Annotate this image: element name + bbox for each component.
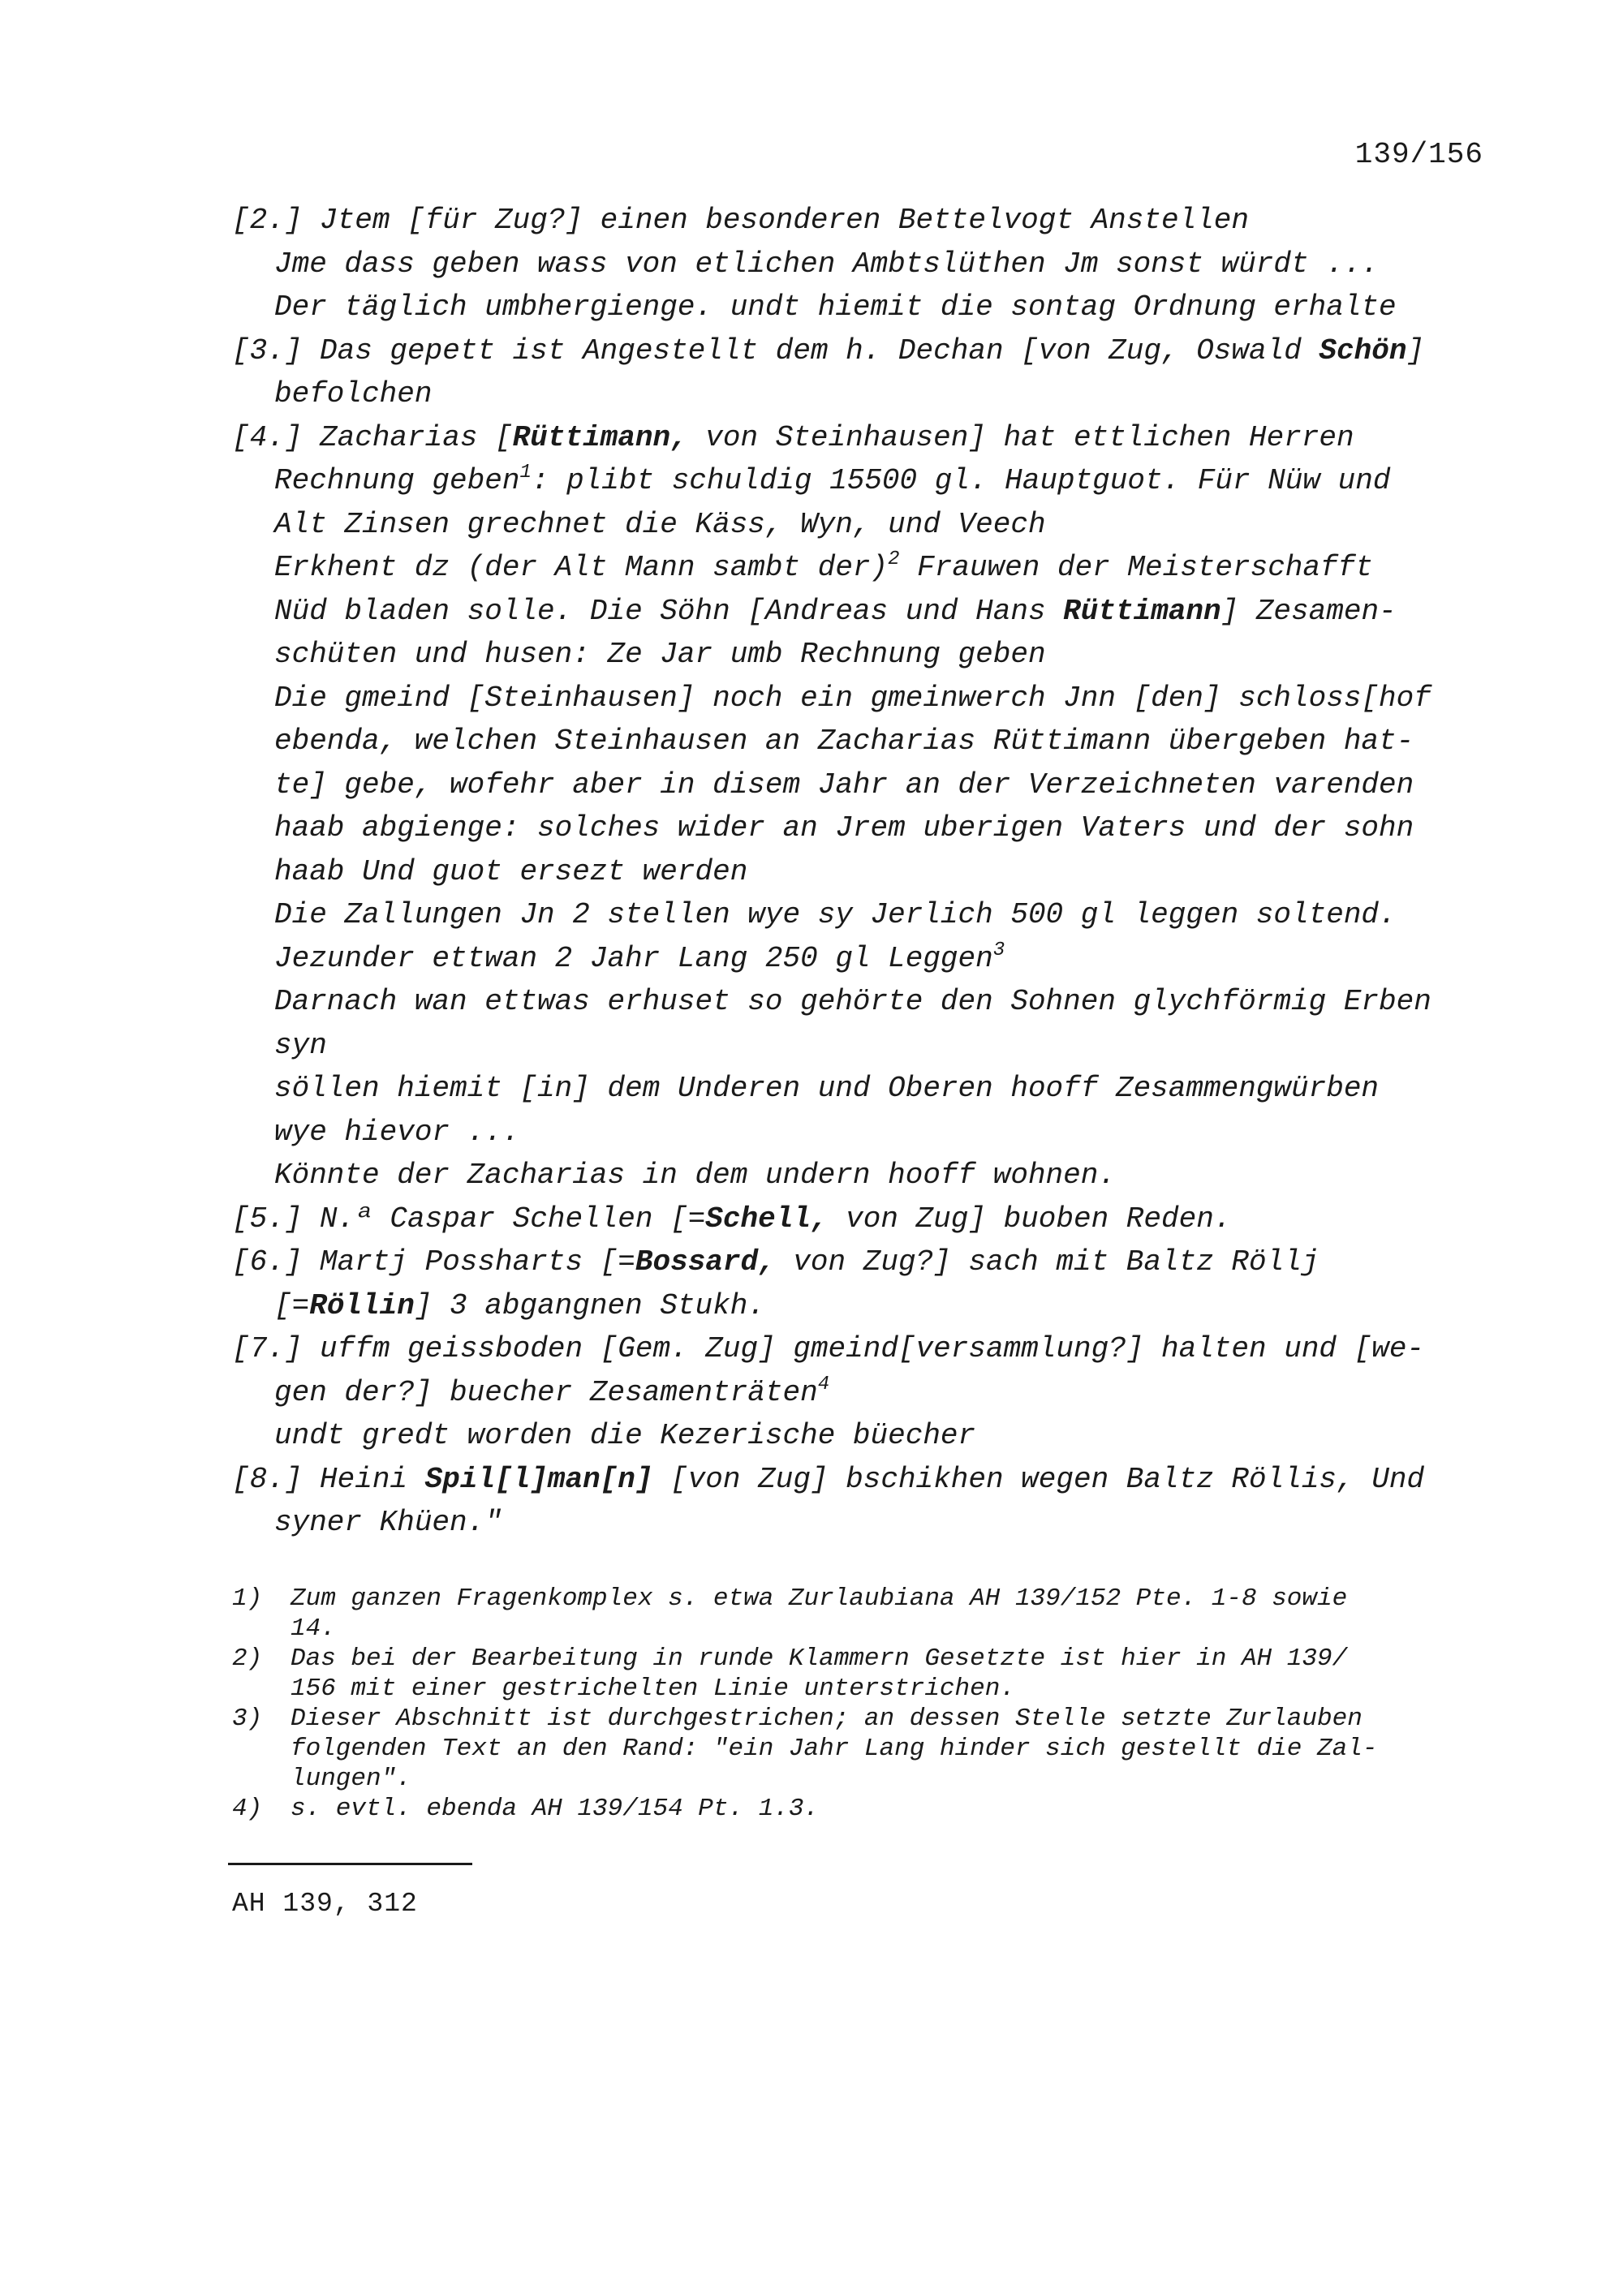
footnote-text	[291, 1644, 1498, 1704]
text-run: ] 3 abgangnen Stukh.	[414, 1288, 765, 1322]
text-line: ebenda, welchen Steinhausen an Zacharias Rüttimann übergeben hat-	[274, 724, 1414, 758]
text-run: [von Zug] bschikhen wegen Baltz Röllis, Und	[652, 1462, 1425, 1496]
text-line	[232, 1240, 1498, 1284]
footnote-ref: 4	[817, 1373, 830, 1395]
text-run: Rechnung geben	[274, 464, 520, 497]
text-line: söllen hiemit [in] dem Underen und Oberen hooff Zesammengwürben	[274, 1072, 1380, 1105]
text-line	[232, 1371, 1498, 1415]
footnote	[232, 1644, 1498, 1704]
bold-name: Rüttimann	[1063, 594, 1221, 628]
footnote-line: 156 mit einer gestrichelten Linie unterstrichen.	[291, 1675, 1015, 1703]
text-run: [3.] Das gepett ist Angestellt dem h. Dechan [von Zug, Oswald	[232, 333, 1319, 368]
text-line: te] gebe, wofehr aber in disem Jahr an der Verzeichneten varenden	[274, 767, 1414, 802]
footnote-line: Das bei der Bearbeitung in runde Klammern Gesetzte ist hier in AH 139/	[291, 1645, 1348, 1673]
text-line: Der täglich umbhergienge. undt hiemit die sontag Ordnung erhalte	[274, 290, 1397, 324]
text-line: Alt Zinsen grechnet die Käss, Wyn, und Veech	[274, 507, 1046, 541]
transcription-body	[232, 199, 1498, 1545]
text-line: haab abgienge: solches wider an Jrem uberigen Vaters und der sohn	[274, 811, 1414, 845]
text-line: [7.] uffm geissboden [Gem. Zug] gmeind[versammlung?] halten und [we-	[232, 1332, 1425, 1365]
footnote-line: Dieser Abschnitt ist durchgestrichen; an dessen Stelle setzte Zurlauben	[291, 1705, 1363, 1733]
text-line	[232, 1197, 1498, 1241]
footnote-separator-rule	[228, 1863, 472, 1865]
footnote-line: 14.	[291, 1615, 336, 1643]
bold-name: Schell,	[705, 1202, 829, 1236]
footnote-number: 2)	[232, 1645, 263, 1673]
bold-name: Rüttimann,	[512, 420, 688, 454]
text-line: syn	[274, 1028, 327, 1062]
text-line: [2.] Jtem [für Zug?] einen besonderen Bettelvogt Anstellen	[232, 204, 1250, 237]
text-run: ]	[1406, 333, 1425, 368]
text-run: Jezunder ettwan 2 Jahr Lang 250 gl Leggen	[274, 941, 993, 975]
footnote-ref: 1	[519, 462, 532, 484]
text-run: von Zug] buoben Reden.	[828, 1202, 1232, 1236]
source-reference: AH 139, 312	[232, 1889, 418, 1919]
page-number: 139/156	[1354, 138, 1483, 171]
footnote-line: folgenden Text an den Rand: "ein Jahr Lang hinder sich gestellt die Zal-	[291, 1735, 1378, 1763]
text-line	[232, 1284, 1498, 1328]
footnote	[232, 1794, 1498, 1824]
text-run: [=	[274, 1288, 310, 1322]
footnote-number: 3)	[232, 1705, 263, 1733]
bold-name: Bossard,	[635, 1245, 776, 1279]
text-line: undt gredt worden die Kezerische büecher	[274, 1419, 976, 1452]
text-line	[232, 1458, 1498, 1502]
text-run: gen der?] buecher Zesamenträten	[274, 1375, 818, 1409]
text-run: [4.] Zacharias [	[232, 420, 513, 454]
footnote-number: 4)	[232, 1795, 263, 1823]
footnote-line: Zum ganzen Fragenkomplex s. etwa Zurlaubiana AH 139/152 Pte. 1-8 sowie	[291, 1584, 1348, 1613]
footnote-ref: 2	[888, 548, 900, 570]
text-line: haab Und guot ersezt werden	[274, 854, 748, 888]
text-run: Erkhent dz (der Alt Mann sambt der)	[274, 551, 889, 584]
footnote-text	[291, 1584, 1498, 1644]
bold-name: Schön	[1319, 333, 1407, 368]
footnote-line: lungen".	[291, 1765, 411, 1793]
text-line	[232, 329, 1498, 373]
footnotes	[232, 1584, 1498, 1824]
text-line: Die Zallungen Jn 2 stellen wye sy Jerlich 500 gl leggen soltend.	[274, 898, 1397, 931]
text-run: [6.] Martj Possharts [=	[232, 1245, 635, 1279]
footnote-ref: 3	[992, 939, 1005, 961]
text-run: von Steinhausen] hat ettlichen Herren	[687, 420, 1354, 454]
text-run: [8.] Heini	[232, 1462, 425, 1496]
text-line	[232, 546, 1498, 590]
text-line: Die gmeind [Steinhausen] noch ein gmeinwerch Jnn [den] schloss[hof	[274, 681, 1431, 715]
text-line: schüten und husen: Ze Jar umb Rechnung geben	[274, 638, 1046, 671]
text-run: [5.] N.ª Caspar Schellen [=	[232, 1202, 706, 1236]
bold-name: Spil[l]man[n]	[424, 1462, 653, 1496]
text-line	[232, 416, 1498, 460]
text-line: wye hievor ...	[274, 1115, 520, 1149]
footnote-number: 1)	[232, 1584, 263, 1613]
text-line: syner Khüen."	[274, 1506, 502, 1539]
text-line	[232, 459, 1498, 503]
text-run: Frauwen der Meisterschafft	[899, 551, 1373, 584]
bold-name: Röllin	[309, 1288, 415, 1322]
footnote-line: s. evtl. ebenda AH 139/154 Pt. 1.3.	[291, 1795, 820, 1823]
text-line: befolchen	[274, 377, 433, 411]
text-run: Nüd bladen solle. Die Söhn [Andreas und Hans	[274, 594, 1064, 628]
footnote	[232, 1584, 1498, 1644]
text-run: von Zug?] sach mit Baltz Röllj	[775, 1245, 1319, 1279]
text-line: Darnach wan ettwas erhuset so gehörte den Sohnen glychförmig Erben	[274, 985, 1431, 1018]
text-line	[232, 590, 1498, 634]
footnote-text	[291, 1704, 1498, 1794]
text-line: Könnte der Zacharias in dem undern hooff wohnen.	[274, 1159, 1116, 1192]
text-run: ] Zesamen-	[1220, 594, 1397, 628]
text-line	[232, 937, 1498, 981]
footnote	[232, 1704, 1498, 1794]
text-run: : plibt schuldig 15500 gl. Hauptguot. Für Nüw und	[531, 464, 1391, 497]
text-line: Jme dass geben wass von etlichen Ambtslüthen Jm sonst würdt ...	[274, 247, 1380, 281]
footnote-text	[291, 1794, 1498, 1824]
